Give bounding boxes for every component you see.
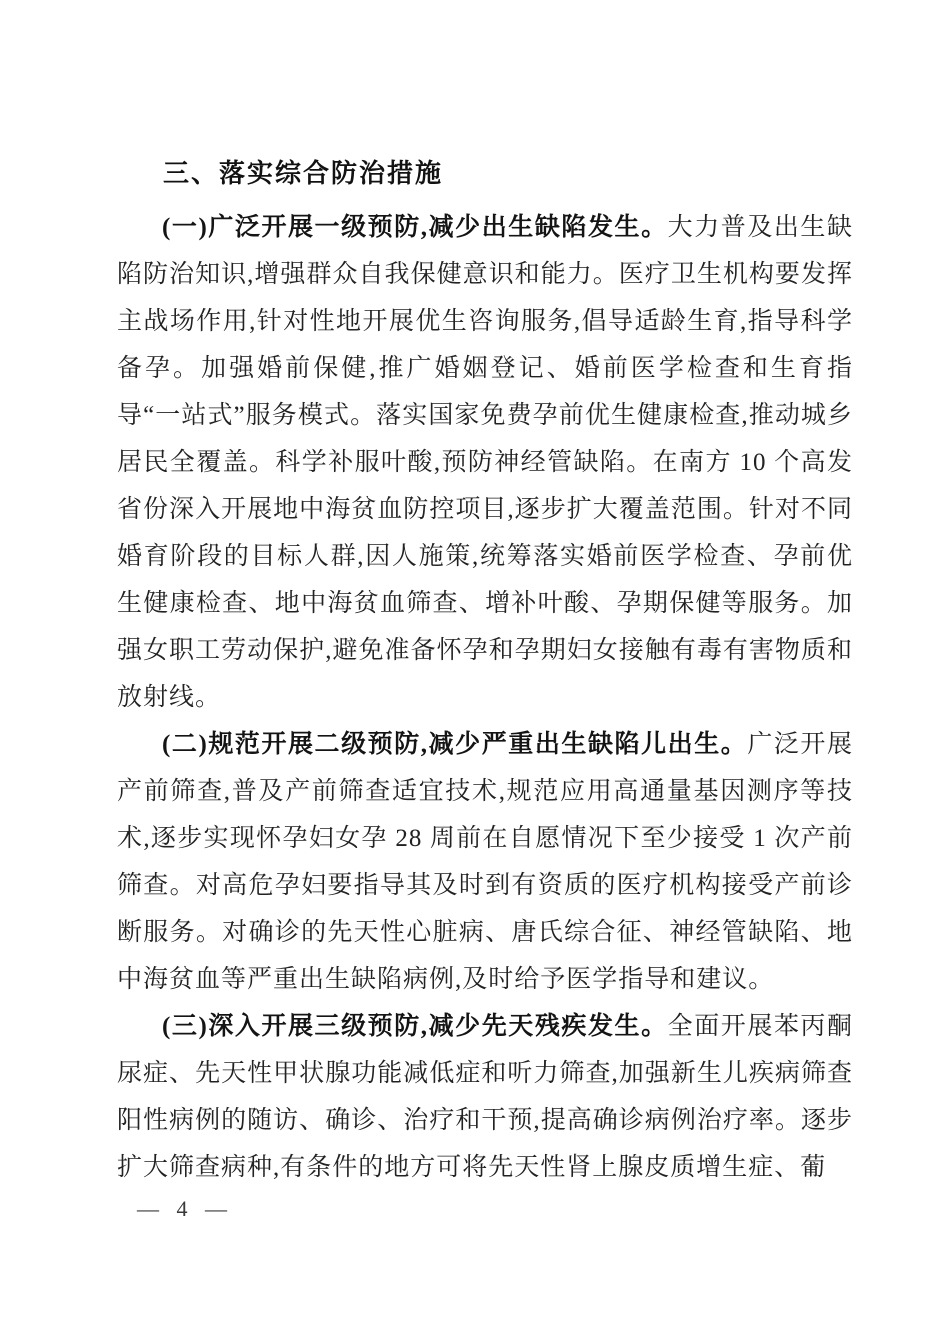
paragraph-2 <box>117 721 853 1003</box>
paragraph-3-lead: (三)深入开展三级预防,减少先天残疾发生。 <box>162 1013 668 1040</box>
paragraph-1-text: 大力普及出生缺陷防治知识,增强群众自我保健意识和能力。医疗卫生机构要发挥主战场作用,针对性地开展优生咨询服务,倡导适龄生育,指导科学备孕。加强婚前保健,推广婚姻登记、婚前医学检查和生育指导“一站式”服务模式。落实国家免费孕前优生健康检查,推动城乡居民全覆盖。科学补服叶酸,预防神经管缺陷。在南方 10 个高发省份深入开展地中海贫血防控项目,逐步扩大覆盖范围。针对不同婚育阶段的目标人群,因人施策,统筹落实婚前医学检查、孕前优生健康检查、地中海贫血筛查、增补叶酸、孕期保健等服务。加强女职工劳动保护,避免准备怀孕和孕期妇女接触有毒有害物质和放射线。 <box>117 214 853 711</box>
paragraph-1 <box>117 204 853 721</box>
document-body <box>117 150 853 1191</box>
paragraph-3 <box>117 1003 853 1191</box>
page-number: — 4 — <box>137 1196 228 1221</box>
paragraph-2-lead: (二)规范开展二级预防,减少严重出生缺陷儿出生。 <box>162 731 748 758</box>
section-heading: 三、落实综合防治措施 <box>163 158 444 188</box>
paragraph-2-text: 广泛开展产前筛查,普及产前筛查适宜技术,规范应用高通量基因测序等技术,逐步实现怀孕妇女孕 28 周前在自愿情况下至少接受 1 次产前筛查。对高危孕妇要指导其及时到有资质的医疗机构接受产前诊断服务。对确诊的先天性心脏病、唐氏综合征、神经管缺陷、地中海贫血等严重出生缺陷病例,及时给予医学指导和建议。 <box>117 731 853 993</box>
paragraph-3-text: 全面开展苯丙酮尿症、先天性甲状腺功能减低症和听力筛查,加强新生儿疾病筛查阳性病例的随访、确诊、治疗和干预,提高确诊病例治疗率。逐步扩大筛查病种,有条件的地方可将先天性肾上腺皮质增生症、葡 <box>117 1013 853 1181</box>
paragraph-1-lead: (一)广泛开展一级预防,减少出生缺陷发生。 <box>162 214 668 241</box>
